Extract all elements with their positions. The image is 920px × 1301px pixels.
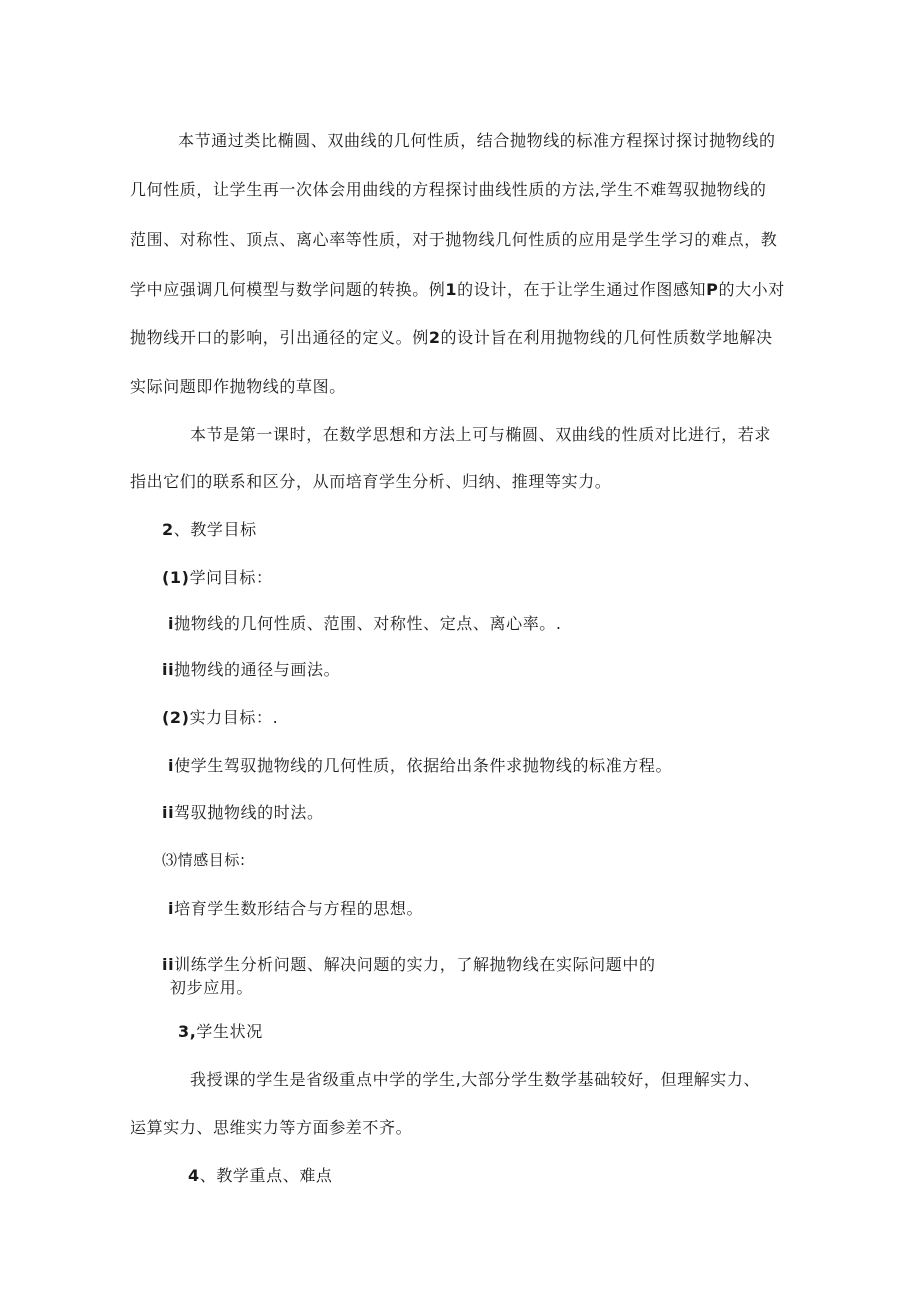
paragraph1-line4 (130, 280, 785, 300)
item-number: i (168, 756, 175, 775)
item-text: 抛物线的通径与画法。 (174, 660, 341, 679)
knowledge-goal-ii (162, 660, 340, 680)
item-text: 训练学生分析问题、解决问题的实力，了解抛物线在实际问题中的 (174, 955, 656, 974)
section2-heading (162, 520, 257, 540)
paragraph1-line6: 实际问题即作抛物线的草图。 (130, 377, 346, 396)
subsection-number: (2) (162, 708, 190, 727)
emotion-goal-ii (162, 955, 656, 975)
item-text: 培育学生数形结合与方程的思想。 (174, 899, 424, 918)
variable-p: P (706, 280, 719, 299)
example-number: 2 (428, 328, 441, 347)
example-number: 1 (445, 280, 458, 299)
emotion-goal-i (168, 899, 423, 919)
section-title: 、教学目标 (173, 520, 257, 539)
text-segment: 抛物线开口的影响，引出通径的定义。例 (130, 328, 429, 347)
text-segment: 的设计，在于让学生通过作图感知 (457, 280, 707, 299)
item-number: i (168, 614, 175, 633)
subsection-title: 实力目标：. (189, 708, 279, 727)
item-number: i (168, 899, 175, 918)
section3-heading (178, 1022, 263, 1042)
ability-goal-ii (162, 803, 324, 823)
section-number: 2 (162, 520, 174, 539)
text-segment: 的大小对 (718, 280, 785, 299)
knowledge-goal-heading (162, 568, 273, 588)
text-segment: 的设计旨在利用抛物线的几何性质数学地解决 (440, 328, 773, 347)
text-segment: 学中应强调几何模型与数学问题的转换。例 (130, 280, 446, 299)
paragraph2-line2: 指出它们的联系和区分，从而培育学生分析、归纳、推理等实力。 (130, 472, 612, 491)
item-number: ii (162, 803, 175, 822)
section-number: 4 (188, 1166, 200, 1185)
paragraph1-line5 (130, 328, 773, 348)
knowledge-goal-i (168, 614, 562, 634)
paragraph1-line3: 范围、对称性、顶点、离心率等性质，对于抛物线几何性质的应用是学生学习的难点，教 (130, 230, 778, 249)
section3-line2: 运算实力、思维实力等方面参差不齐。 (130, 1118, 413, 1137)
emotion-goal-ii-continued: 初步应用。 (170, 978, 254, 997)
section3-line1: 我授课的学生是省级重点中学的学生,大部分学生数学基础较好，但理解实力、 (190, 1070, 761, 1089)
section-title: 、教学重点、难点 (199, 1166, 333, 1185)
section-number: 3, (178, 1022, 197, 1041)
item-number: ii (162, 955, 175, 974)
subsection-number: (1) (162, 568, 190, 587)
paragraph1-line1: 本节通过类比椭圆、双曲线的几何性质，结合抛物线的标准方程探讨探讨抛物线的 (178, 131, 776, 150)
paragraph2-line1: 本节是第一课时，在数学思想和方法上可与椭圆、双曲线的性质对比进行，若求 (190, 425, 772, 444)
ability-goal-i (168, 756, 672, 776)
paragraph1-line2: 几何性质，让学生再一次体会用曲线的方程探讨曲线性质的方法,学生不难驾驭抛物线的 (130, 180, 767, 199)
subsection-title: 学问目标： (189, 568, 273, 587)
section4-heading (188, 1166, 333, 1186)
item-text: 抛物线的几何性质、范围、对称性、定点、离心率。. (174, 614, 562, 633)
item-text: 使学生驾驭抛物线的几何性质，依据给出条件求抛物线的标准方程。 (174, 756, 673, 775)
emotion-goal-heading: ⑶情感目标: (162, 851, 246, 869)
item-text: 驾驭抛物线的时法。 (174, 803, 324, 822)
ability-goal-heading (162, 708, 278, 728)
item-number: ii (162, 660, 175, 679)
section-title: 学生状况 (196, 1022, 263, 1041)
